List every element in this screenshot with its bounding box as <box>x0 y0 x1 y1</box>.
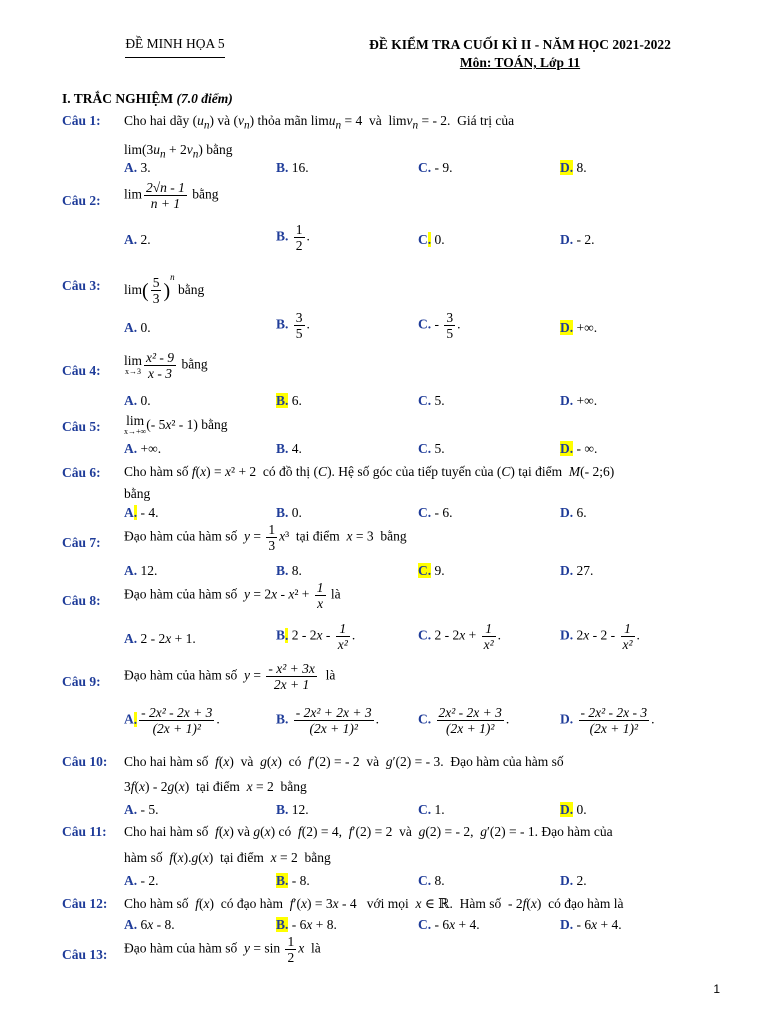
option-b[interactable]: B. 4. <box>276 441 302 456</box>
question-label: Câu 11: <box>62 824 107 839</box>
option-a[interactable]: A. 2 - 2x + 1. <box>124 631 196 646</box>
question-text: lim( $\frac{5}{3}$ )$^n$ bằng <box>124 272 205 307</box>
option-a[interactable]: A. 12. <box>124 563 158 578</box>
option-a[interactable]: A. - 5. <box>124 802 159 817</box>
option-d[interactable]: D. 2. <box>560 873 587 888</box>
option-d[interactable]: D. 0. <box>560 802 587 817</box>
question-text: Cho hàm số f(x) có đạo hàm f′(x) = 3x - 4 với mọi x ∈ ℝ. Hàm số - 2f(x) có đạo hàm là <box>124 896 624 911</box>
option-b[interactable]: B. 2 - 2x - $\frac{1}{\text{x²}}$ . <box>276 621 356 652</box>
option-c[interactable]: C. - 6x + 4. <box>418 917 480 932</box>
question-label: Câu 3: <box>62 278 101 293</box>
option-b[interactable]: B. 6. <box>276 393 302 408</box>
question-label: Câu 1: <box>62 113 101 128</box>
option-d[interactable]: D. 6. <box>560 505 587 520</box>
option-a[interactable]: A. 2. <box>124 232 151 247</box>
option-d[interactable]: D. +∞. <box>560 320 598 335</box>
options <box>0 705 768 737</box>
question-text: Cho hàm số f(x) = x² + 2 có đồ thị (C). Hệ số góc của tiếp tuyến của (C) tại điểm M(- 2;6) bằng <box>124 464 615 501</box>
options <box>0 160 768 182</box>
option-b[interactable]: B. $\frac{1}{2}$ . <box>276 222 310 253</box>
option-c[interactable]: C. $\frac{\text{2x² - 2x + 3}}{\text{(2x + 1)²}}$ . <box>418 705 510 736</box>
option-a[interactable]: A. 0. <box>124 320 151 335</box>
option-a[interactable]: A. 0. <box>124 393 151 408</box>
option-d[interactable]: D. 2x - 2 - $\frac{1}{\text{x²}}$ . <box>560 621 640 652</box>
option-c[interactable]: C. 2 - 2x + $\frac{1}{\text{x²}}$ . <box>418 621 502 652</box>
question-label: Câu 10: <box>62 754 108 769</box>
question-text: Cho hai dãy $(u_n)$ và $(v_n)$ thỏa mãn limu$_n$ = 4 và limv$_n$ = - 2. Giá trị của $\lim(3u_n + 2v_n)$ bằng <box>124 113 515 161</box>
option-c[interactable]: C. 8. <box>418 873 445 888</box>
option-d[interactable]: D. 27. <box>560 563 594 578</box>
options <box>0 222 768 254</box>
option-d[interactable]: D. - ∞. <box>560 441 598 456</box>
options <box>0 441 768 463</box>
question-label: Câu 6: <box>62 465 101 480</box>
options <box>0 310 768 342</box>
question-text: Cho hai hàm số f(x) và g(x) có f(2) = 4, f′(2) = 2 và g(2) = - 2, g′(2) = - 1. Đạo hàm của hàm số f(x).g(x) tại điểm x = 2 bằng <box>124 824 613 865</box>
question-text: lim $\frac{2√n - 1}{n + 1}$ bằng <box>124 180 219 211</box>
question-label: Câu 9: <box>62 674 101 689</box>
options <box>0 393 768 415</box>
options <box>0 621 768 653</box>
exam-title: ĐỀ KIỂM TRA CUỐI KÌ II - NĂM HỌC 2021-2022 <box>369 37 671 52</box>
question-label: Câu 13: <box>62 947 108 962</box>
option-c[interactable]: C. 0. <box>418 232 445 247</box>
option-c[interactable]: C. 1. <box>418 802 445 817</box>
question-text: lim x→+∞ (- 5x² - 1) bằng <box>124 412 228 436</box>
option-b[interactable]: B. 8. <box>276 563 302 578</box>
question-label: Câu 8: <box>62 593 101 608</box>
exam-code: ĐỀ MINH HỌA 5 <box>118 36 232 58</box>
question-text: Cho hai hàm số f(x) và g(x) có f′(2) = - 2 và g′(2) = - 3. Đạo hàm của hàm số 3f(x) - 2g(x) tại điểm x = 2 bằng <box>124 754 564 794</box>
option-b[interactable]: B. 0. <box>276 505 302 520</box>
question-label: Câu 7: <box>62 535 101 550</box>
option-d[interactable]: D. 8. <box>560 160 587 175</box>
option-b[interactable]: B. - 6x + 8. <box>276 917 337 932</box>
exam-header <box>340 36 700 72</box>
option-b[interactable]: B. - 8. <box>276 873 310 888</box>
question-label: Câu 5: <box>62 419 101 434</box>
option-d[interactable]: D. $\frac{\text{- 2x² - 2x - 3}}{\text{(2x + 1)²}}$ . <box>560 705 655 736</box>
page-number: 1 <box>713 982 720 996</box>
option-c[interactable]: C. - $\frac{3}{5}$ . <box>418 310 461 341</box>
question-label: Câu 4: <box>62 363 101 378</box>
question-text: Đạo hàm của hàm số y = 2x - x² + $\frac{1}{x}$ là <box>124 580 341 611</box>
question-text: Đạo hàm của hàm số y = $\frac{\text{- x² + 3x}}{2x + 1}$ là <box>124 661 336 692</box>
option-c[interactable]: C. 5. <box>418 393 445 408</box>
option-b[interactable]: B. 16. <box>276 160 309 175</box>
option-a[interactable]: A. 3. <box>124 160 151 175</box>
option-c[interactable]: C. 9. <box>418 563 445 578</box>
question-text: lim x→3 $\frac{\text{x² - 9}}{x - 3}$ bằng <box>124 350 208 381</box>
option-a[interactable]: A. - 2. <box>124 873 159 888</box>
option-d[interactable]: D. +∞. <box>560 393 598 408</box>
option-b[interactable]: B. $\frac{\text{- 2x² + 2x + 3}}{\text{(2x + 1)²}}$ . <box>276 705 380 736</box>
question-text: Đạo hàm của hàm số y = $\frac{1}{3}$ x³ tại điểm x = 3 bằng <box>124 522 407 553</box>
exam-subject: Môn: TOÁN, Lớp 11 <box>459 55 581 70</box>
option-c[interactable]: C. - 6. <box>418 505 453 520</box>
option-a[interactable]: A. $\frac{\text{- 2x² - 2x + 3}}{\text{(2x + 1)²}}$ . <box>124 705 220 736</box>
question-label: Câu 12: <box>62 896 108 911</box>
option-d[interactable]: D. - 2. <box>560 232 595 247</box>
option-b[interactable]: B. 12. <box>276 802 309 817</box>
question-text: Đạo hàm của hàm số y = sin $\frac{1}{2}$ x là <box>124 934 321 965</box>
option-b[interactable]: B. $\frac{3}{5}$ . <box>276 310 310 341</box>
option-c[interactable]: C. 5. <box>418 441 445 456</box>
question-label: Câu 2: <box>62 193 101 208</box>
option-a[interactable]: A. - 4. <box>124 505 159 520</box>
option-d[interactable]: D. - 6x + 4. <box>560 917 622 932</box>
section-title: I. TRẮC NGHIỆM (7.0 điểm) <box>62 91 233 106</box>
option-a[interactable]: A. 6x - 8. <box>124 917 175 932</box>
option-a[interactable]: A. +∞. <box>124 441 162 456</box>
option-c[interactable]: C. - 9. <box>418 160 453 175</box>
